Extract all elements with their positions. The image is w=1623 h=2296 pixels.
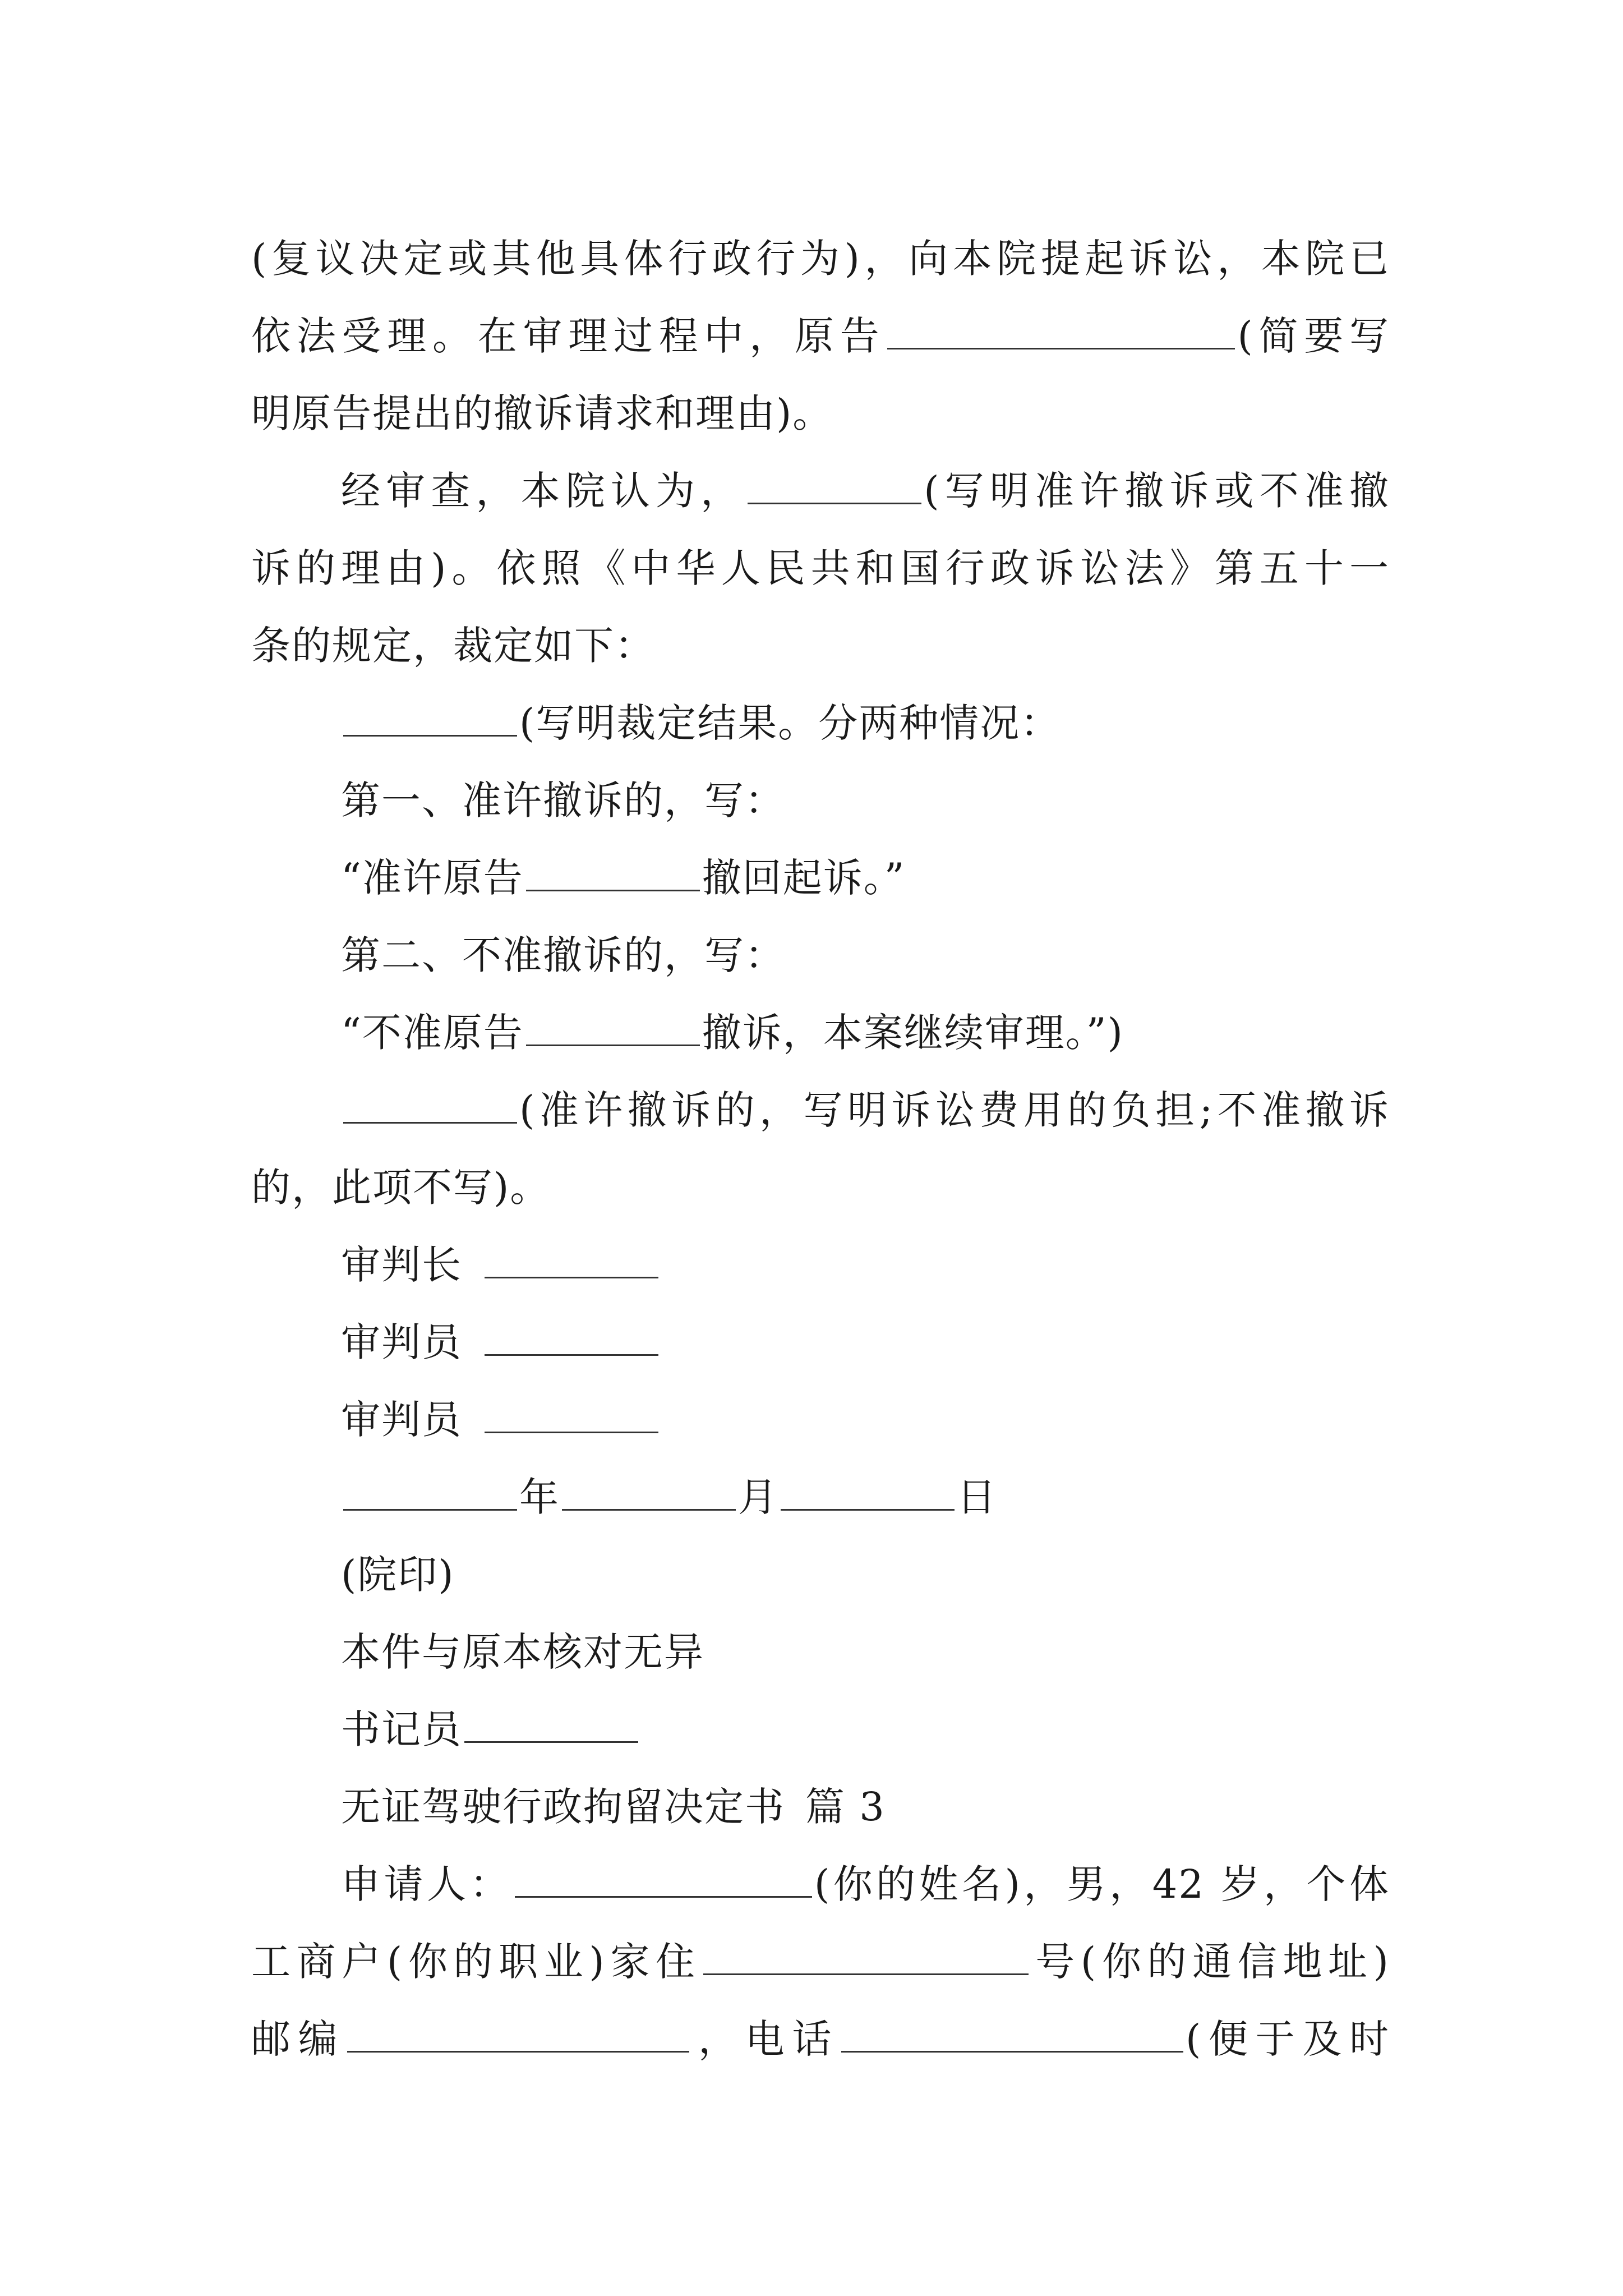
fill-in-blank <box>841 2019 1183 2053</box>
text-line: 申请人： (你的姓名)，男，42 岁，个体 <box>341 1861 1390 1907</box>
fill-in-blank <box>343 1091 517 1124</box>
document-body <box>251 220 1390 2078</box>
fill-in-blank <box>485 1323 658 1356</box>
fill-in-blank <box>464 1710 638 1743</box>
fill-in-blank <box>748 471 921 504</box>
text-line: 邮编 ，电话 (便于及时 <box>251 2016 1390 2062</box>
fill-in-blank <box>562 1478 736 1511</box>
fill-in-blank <box>526 1013 700 1046</box>
fill-in-blank <box>781 1478 955 1511</box>
fill-in-blank <box>703 1942 1029 1975</box>
text-line: 明原告提出的撤诉请求和理由)。 <box>251 390 833 436</box>
fill-in-blank <box>485 1400 658 1433</box>
text-line: “准许原告 撤回起诉。” <box>341 855 906 901</box>
fill-in-blank <box>526 858 700 891</box>
text-line: 诉的理由)。依照《中华人民共和国行政诉讼法》第五十一 <box>251 545 1390 591</box>
section-heading: 无证驾驶行政拘留决定书 篇 3 <box>341 1784 886 1830</box>
date-line: 年 月 日 <box>251 1458 1390 1536</box>
signature-line: 审判员 <box>251 1304 1390 1381</box>
signature-line: 审判员 <box>251 1381 1390 1458</box>
fill-in-blank <box>515 1865 812 1898</box>
text-line: (写明裁定结果。分两种情况： <box>251 684 1390 762</box>
text-line: 经审查，本院认为， (写明准许撤诉或不准撤 <box>341 468 1390 514</box>
fill-in-blank <box>343 703 517 737</box>
text-line: 的，此项不写)。 <box>251 1165 551 1211</box>
text-line: 条的规定，裁定如下： <box>251 623 655 669</box>
signature-line: 书记员 <box>251 1691 1390 1768</box>
text-line: (复议决定或其他具体行政行为)，向本院提起诉讼，本院已 <box>251 236 1390 282</box>
text-line: 第一、准许撤诉的，写： <box>341 777 785 823</box>
text-line: 本件与原本核对无异 <box>341 1629 704 1675</box>
text-line: “不准原告 撤诉，本案继续审理。”) <box>341 1010 1124 1056</box>
fill-in-blank <box>485 1245 658 1278</box>
text-line: 第二、不准撤诉的，写： <box>341 932 785 978</box>
text-line: 工商户(你的职业)家住 号(你的通信地址) <box>251 1939 1390 1985</box>
text-line: 依法受理。在审理过程中，原告 (简要写 <box>251 313 1390 359</box>
fill-in-blank <box>343 1478 517 1511</box>
fill-in-blank <box>887 316 1235 349</box>
fill-in-blank <box>347 2019 689 2053</box>
signature-line: 审判长 <box>251 1226 1390 1304</box>
text-line: (院印) <box>341 1552 455 1598</box>
text-line: (准许撤诉的，写明诉讼费用的负担;不准撤诉 <box>251 1071 1390 1149</box>
